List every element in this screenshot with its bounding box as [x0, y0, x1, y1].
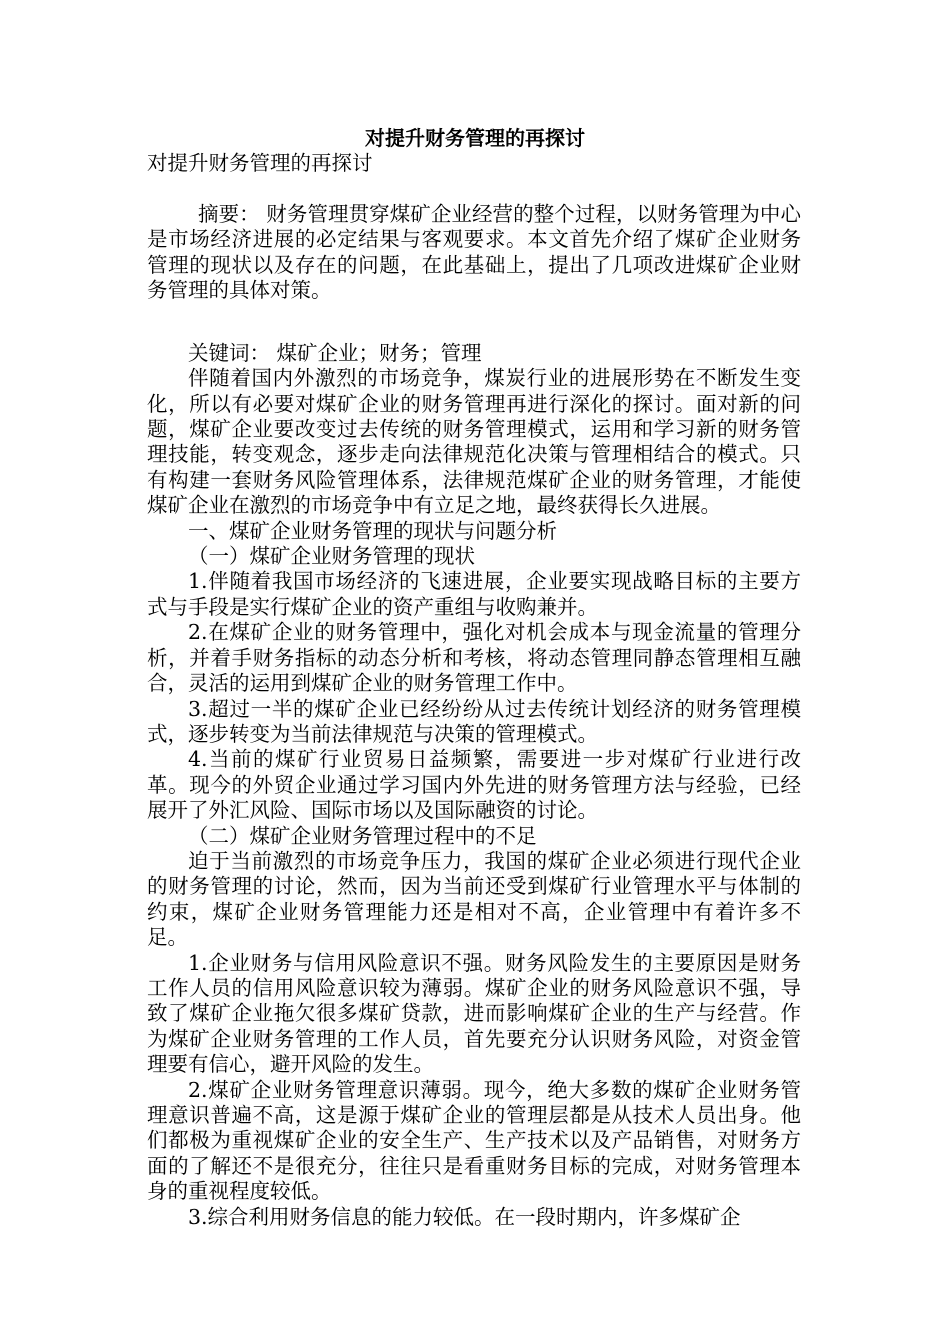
- keywords-line: 关键词： 煤矿企业；财务；管理: [188, 340, 482, 365]
- spacer: [147, 329, 801, 341]
- document-body: [147, 151, 801, 1230]
- spacer: [147, 176, 801, 201]
- list-item: 1.伴随着我国市场经济的飞速进展，企业要实现战略目标的主要方式与手段是实行煤矿企业的资产重组与收购兼并。: [147, 569, 801, 619]
- subsection-heading: （一）煤矿企业财务管理的现状: [188, 544, 475, 569]
- list-item: 2.煤矿企业财务管理意识薄弱。现今，绝大多数的煤矿企业财务管理意识普遍不高，这是源于煤矿企业的管理层都是从技术人员出身。他们都极为重视煤矿企业的安全生产、生产技术以及产品销售，对财务方面的了解还不是很充分，往往只是看重财务目标的完成，对财务管理本身的重视程度较低。: [147, 1077, 801, 1204]
- abstract-paragraph: 摘要： 财务管理贯穿煤矿企业经营的整个过程，以财务管理为中心是市场经济进展的必定结果与客观要求。本文首先介绍了煤矿企业财务管理的现状以及存在的问题，在此基础上，提出了几项改进煤矿企业财务管理的具体对策。: [147, 201, 801, 303]
- intro-paragraph: 伴随着国内外激烈的市场竞争，煤炭行业的进展形势在不断发生变化，所以有必要对煤矿企业的财务管理再进行深化的探讨。面对新的问题，煤矿企业要改变过去传统的财务管理模式，运用和学习新的财务管理技能，转变观念，逐步走向法律规范化决策与管理相结合的模式。只有构建一套财务风险管理体系，法律规范煤矿企业的财务管理，才能使煤矿企业在激烈的市场竞争中有立足之地，最终获得长久进展。: [147, 366, 801, 518]
- list-item: 1.企业财务与信用风险意识不强。财务风险发生的主要原因是财务工作人员的信用风险意识较为薄弱。煤矿企业的财务风险意识不强，导致了煤矿企业拖欠很多煤矿贷款，进而影响煤矿企业的生产与经营。作为煤矿企业财务管理的工作人员，首先要充分认识财务风险，对资金管理要有信心，避开风险的发生。: [147, 950, 801, 1077]
- document-subtitle: 对提升财务管理的再探讨: [147, 151, 373, 175]
- paragraph: 迫于当前激烈的市场竞争压力，我国的煤矿企业必须进行现代企业的财务管理的讨论，然而，因为当前还受到煤矿行业管理水平与体制的约束，煤矿企业财务管理能力还是相对不高，企业管理中有着许多不足。: [147, 848, 801, 950]
- section-heading: 一、煤矿企业财务管理的现状与问题分析: [188, 518, 557, 543]
- spacer: [147, 303, 801, 328]
- subsection-heading: （二）煤矿企业财务管理过程中的不足: [188, 823, 537, 848]
- list-item: 2.在煤矿企业的财务管理中，强化对机会成本与现金流量的管理分析，并着手财务指标的动态分析和考核，将动态管理同静态管理相互融合，灵活的运用到煤矿企业的财务管理工作中。: [147, 620, 801, 696]
- document-title: 对提升财务管理的再探讨: [365, 126, 585, 150]
- list-item: 3.综合利用财务信息的能力较低。在一段时期内，许多煤矿企: [188, 1204, 741, 1229]
- list-item: 3.超过一半的煤矿企业已经纷纷从过去传统计划经济的财务管理模式，逐步转变为当前法律规范与决策的管理模式。: [147, 696, 801, 746]
- list-item: 4.当前的煤矿行业贸易日益频繁，需要进一步对煤矿行业进行改革。现今的外贸企业通过学习国内外先进的财务管理方法与经验，已经展开了外汇风险、国际市场以及国际融资的讨论。: [147, 747, 801, 823]
